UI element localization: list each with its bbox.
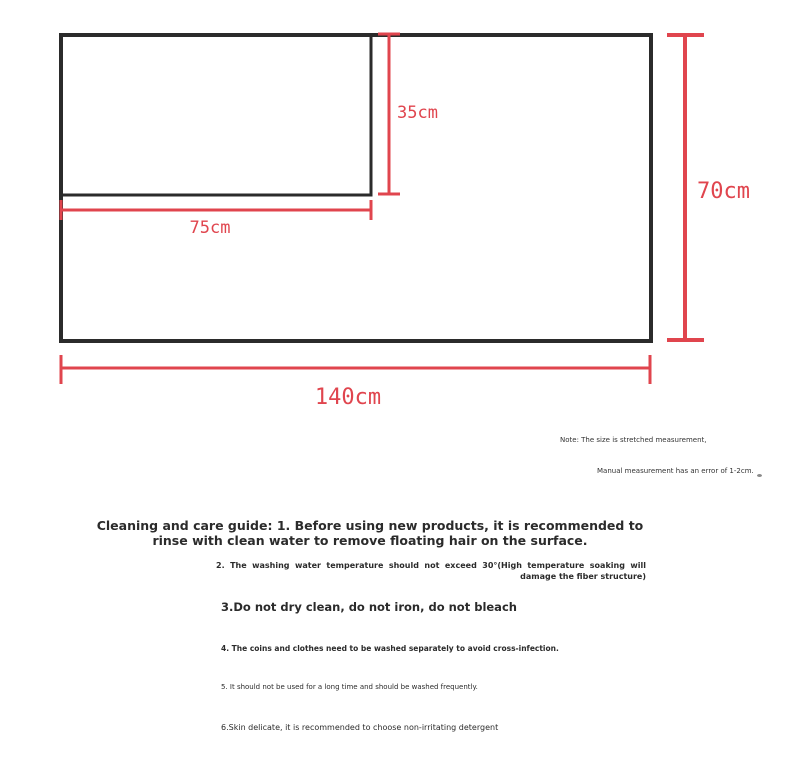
error-note: Manual measurement has an error of 1-2cm. — [597, 467, 754, 475]
size-note: Note: The size is stretched measurement, — [560, 436, 707, 444]
care-step-6: 6.Skin delicate, it is recommended to choose non-irritating detergent — [221, 723, 499, 732]
care-guide-title: Cleaning and care guide: 1. Before using new products, it is recommended to rinse with clean water to remove floating hair on the surface. — [96, 518, 644, 548]
small-mat-outline — [61, 35, 371, 195]
care-step-5: 5. It should not be used for a long time and should be washed frequently. — [221, 683, 478, 691]
decorative-dot — [757, 474, 762, 477]
large-width-dimension — [61, 355, 650, 384]
small-width-dimension — [61, 200, 371, 220]
care-step-4: 4. The coins and clothes need to be washed separately to avoid cross-infection. — [221, 644, 559, 653]
small-height-label: 35cm — [397, 103, 438, 123]
large-mat-outline — [61, 35, 651, 341]
large-width-label: 140cm — [314, 385, 382, 410]
small-width-label: 75cm — [189, 218, 231, 238]
care-step-3: 3.Do not dry clean, do not iron, do not bleach — [221, 600, 517, 614]
care-step-2: 2. The washing water temperature should not exceed 30°(High temperature soaking will damage the fiber structure) — [216, 561, 646, 581]
large-height-label: 70cm — [697, 179, 750, 204]
